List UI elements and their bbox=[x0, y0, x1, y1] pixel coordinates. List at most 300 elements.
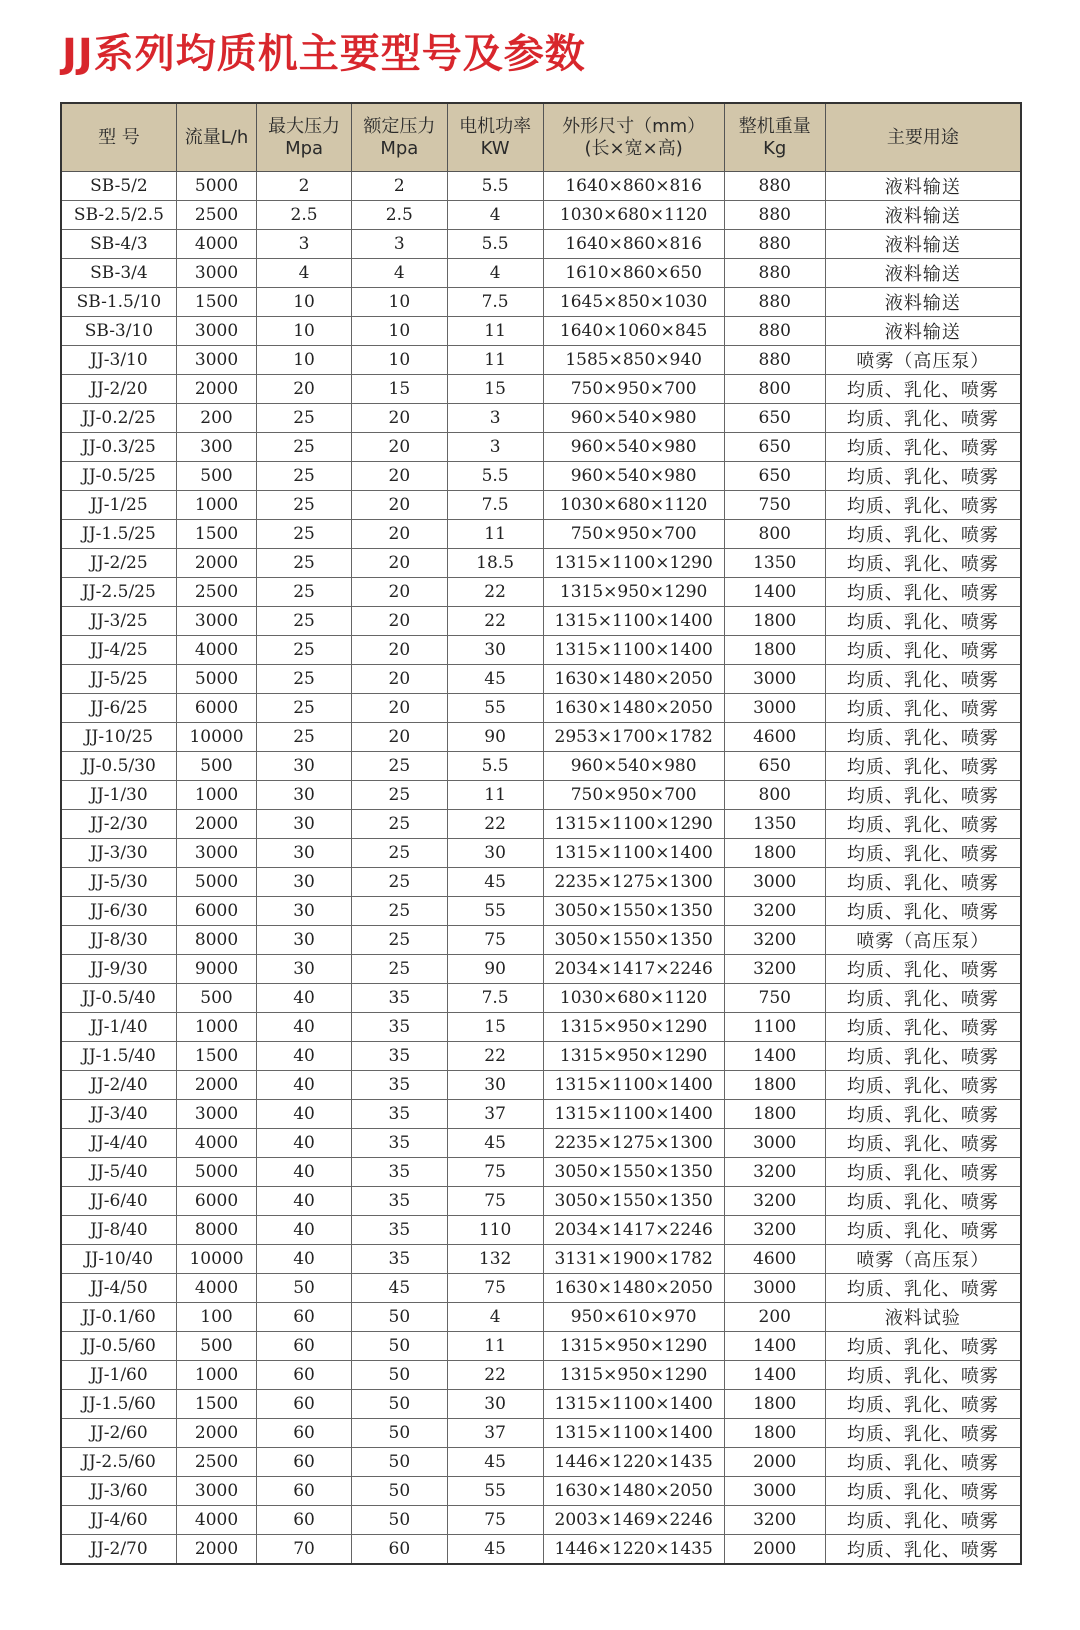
cell-weight: 4600 bbox=[724, 723, 825, 752]
header-weight: 整机重量 Kg bbox=[724, 103, 825, 172]
cell-flow: 10000 bbox=[176, 723, 256, 752]
cell-rated-pressure: 35 bbox=[351, 1216, 447, 1245]
cell-rated-pressure: 50 bbox=[351, 1303, 447, 1332]
cell-rated-pressure: 2.5 bbox=[351, 201, 447, 230]
table-row bbox=[61, 1535, 1021, 1565]
table-row bbox=[61, 1100, 1021, 1129]
table-row bbox=[61, 433, 1021, 462]
cell-model: JJ-2/30 bbox=[61, 810, 176, 839]
cell-dimensions: 1315×1100×1290 bbox=[543, 810, 724, 839]
table-row bbox=[61, 230, 1021, 259]
cell-weight: 3000 bbox=[724, 694, 825, 723]
table-row bbox=[61, 288, 1021, 317]
cell-max-pressure: 40 bbox=[257, 1216, 352, 1245]
cell-model: JJ-2/60 bbox=[61, 1419, 176, 1448]
cell-dimensions: 2003×1469×2246 bbox=[543, 1506, 724, 1535]
cell-flow: 6000 bbox=[176, 897, 256, 926]
cell-flow: 3000 bbox=[176, 839, 256, 868]
cell-dimensions: 960×540×980 bbox=[543, 752, 724, 781]
cell-rated-pressure: 35 bbox=[351, 1013, 447, 1042]
cell-model: JJ-5/30 bbox=[61, 868, 176, 897]
table-row bbox=[61, 549, 1021, 578]
cell-flow: 9000 bbox=[176, 955, 256, 984]
cell-usage: 均质、乳化、喷雾 bbox=[825, 1361, 1021, 1390]
cell-motor-power: 132 bbox=[447, 1245, 543, 1274]
cell-dimensions: 1640×860×816 bbox=[543, 230, 724, 259]
page-title: JJ系列均质机主要型号及参数 bbox=[62, 31, 586, 77]
cell-motor-power: 4 bbox=[447, 1303, 543, 1332]
cell-max-pressure: 40 bbox=[257, 1013, 352, 1042]
cell-dimensions: 750×950×700 bbox=[543, 520, 724, 549]
cell-usage: 均质、乳化、喷雾 bbox=[825, 897, 1021, 926]
cell-dimensions: 750×950×700 bbox=[543, 781, 724, 810]
cell-usage: 均质、乳化、喷雾 bbox=[825, 1506, 1021, 1535]
cell-rated-pressure: 35 bbox=[351, 1129, 447, 1158]
cell-weight: 880 bbox=[724, 230, 825, 259]
cell-usage: 均质、乳化、喷雾 bbox=[825, 839, 1021, 868]
table-row bbox=[61, 1245, 1021, 1274]
table-row bbox=[61, 1158, 1021, 1187]
cell-flow: 2000 bbox=[176, 810, 256, 839]
cell-max-pressure: 4 bbox=[257, 259, 352, 288]
cell-model: JJ-2/70 bbox=[61, 1535, 176, 1565]
cell-dimensions: 3131×1900×1782 bbox=[543, 1245, 724, 1274]
cell-dimensions: 2235×1275×1300 bbox=[543, 868, 724, 897]
cell-dimensions: 1630×1480×2050 bbox=[543, 694, 724, 723]
cell-weight: 1350 bbox=[724, 810, 825, 839]
cell-weight: 1800 bbox=[724, 1071, 825, 1100]
cell-max-pressure: 60 bbox=[257, 1361, 352, 1390]
cell-max-pressure: 25 bbox=[257, 433, 352, 462]
cell-max-pressure: 30 bbox=[257, 926, 352, 955]
cell-weight: 1800 bbox=[724, 1419, 825, 1448]
cell-usage: 均质、乳化、喷雾 bbox=[825, 1274, 1021, 1303]
cell-rated-pressure: 20 bbox=[351, 433, 447, 462]
cell-max-pressure: 30 bbox=[257, 955, 352, 984]
cell-max-pressure: 30 bbox=[257, 897, 352, 926]
cell-model: JJ-1.5/40 bbox=[61, 1042, 176, 1071]
cell-dimensions: 1640×1060×845 bbox=[543, 317, 724, 346]
cell-dimensions: 1630×1480×2050 bbox=[543, 1477, 724, 1506]
header-rated-pressure: 额定压力 Mpa bbox=[351, 103, 447, 172]
cell-model: SB-3/10 bbox=[61, 317, 176, 346]
cell-flow: 2500 bbox=[176, 578, 256, 607]
cell-weight: 2000 bbox=[724, 1448, 825, 1477]
table-row bbox=[61, 1303, 1021, 1332]
table-row bbox=[61, 781, 1021, 810]
cell-max-pressure: 30 bbox=[257, 752, 352, 781]
cell-model: SB-1.5/10 bbox=[61, 288, 176, 317]
cell-model: JJ-2.5/25 bbox=[61, 578, 176, 607]
cell-dimensions: 1446×1220×1435 bbox=[543, 1535, 724, 1565]
cell-motor-power: 55 bbox=[447, 694, 543, 723]
cell-model: JJ-2/25 bbox=[61, 549, 176, 578]
cell-max-pressure: 30 bbox=[257, 781, 352, 810]
cell-usage: 均质、乳化、喷雾 bbox=[825, 549, 1021, 578]
table-row bbox=[61, 259, 1021, 288]
cell-rated-pressure: 20 bbox=[351, 404, 447, 433]
cell-model: JJ-0.5/60 bbox=[61, 1332, 176, 1361]
cell-max-pressure: 60 bbox=[257, 1332, 352, 1361]
cell-max-pressure: 10 bbox=[257, 317, 352, 346]
cell-flow: 8000 bbox=[176, 926, 256, 955]
cell-motor-power: 55 bbox=[447, 1477, 543, 1506]
cell-model: JJ-0.2/25 bbox=[61, 404, 176, 433]
cell-rated-pressure: 20 bbox=[351, 694, 447, 723]
table-row bbox=[61, 346, 1021, 375]
cell-flow: 2000 bbox=[176, 1071, 256, 1100]
cell-motor-power: 37 bbox=[447, 1100, 543, 1129]
cell-rated-pressure: 20 bbox=[351, 491, 447, 520]
cell-max-pressure: 70 bbox=[257, 1535, 352, 1565]
cell-dimensions: 1315×1100×1400 bbox=[543, 1100, 724, 1129]
cell-max-pressure: 60 bbox=[257, 1390, 352, 1419]
cell-rated-pressure: 35 bbox=[351, 1042, 447, 1071]
cell-motor-power: 7.5 bbox=[447, 984, 543, 1013]
cell-usage: 液料输送 bbox=[825, 317, 1021, 346]
cell-model: SB-3/4 bbox=[61, 259, 176, 288]
table-row bbox=[61, 1274, 1021, 1303]
cell-usage: 均质、乳化、喷雾 bbox=[825, 1216, 1021, 1245]
cell-usage: 均质、乳化、喷雾 bbox=[825, 520, 1021, 549]
cell-model: JJ-1/30 bbox=[61, 781, 176, 810]
cell-motor-power: 30 bbox=[447, 636, 543, 665]
cell-weight: 1800 bbox=[724, 1390, 825, 1419]
cell-max-pressure: 40 bbox=[257, 1042, 352, 1071]
cell-model: JJ-4/50 bbox=[61, 1274, 176, 1303]
cell-max-pressure: 40 bbox=[257, 1100, 352, 1129]
cell-flow: 1500 bbox=[176, 1042, 256, 1071]
cell-flow: 2500 bbox=[176, 1448, 256, 1477]
cell-motor-power: 22 bbox=[447, 1361, 543, 1390]
table-row bbox=[61, 926, 1021, 955]
cell-motor-power: 22 bbox=[447, 578, 543, 607]
table-row bbox=[61, 1448, 1021, 1477]
cell-rated-pressure: 20 bbox=[351, 636, 447, 665]
table-row bbox=[61, 1332, 1021, 1361]
cell-weight: 650 bbox=[724, 752, 825, 781]
cell-motor-power: 11 bbox=[447, 317, 543, 346]
cell-model: JJ-0.1/60 bbox=[61, 1303, 176, 1332]
cell-motor-power: 22 bbox=[447, 810, 543, 839]
cell-motor-power: 37 bbox=[447, 1419, 543, 1448]
table-row bbox=[61, 665, 1021, 694]
cell-usage: 液料试验 bbox=[825, 1303, 1021, 1332]
cell-dimensions: 3050×1550×1350 bbox=[543, 1187, 724, 1216]
cell-usage: 均质、乳化、喷雾 bbox=[825, 1448, 1021, 1477]
cell-weight: 750 bbox=[724, 984, 825, 1013]
table-row bbox=[61, 1477, 1021, 1506]
cell-motor-power: 75 bbox=[447, 926, 543, 955]
cell-weight: 3200 bbox=[724, 1158, 825, 1187]
table-row bbox=[61, 607, 1021, 636]
cell-usage: 均质、乳化、喷雾 bbox=[825, 1419, 1021, 1448]
cell-weight: 3200 bbox=[724, 1506, 825, 1535]
cell-motor-power: 4 bbox=[447, 201, 543, 230]
cell-weight: 1100 bbox=[724, 1013, 825, 1042]
cell-motor-power: 30 bbox=[447, 839, 543, 868]
cell-model: JJ-1/60 bbox=[61, 1361, 176, 1390]
cell-dimensions: 2235×1275×1300 bbox=[543, 1129, 724, 1158]
cell-weight: 1400 bbox=[724, 1042, 825, 1071]
cell-weight: 1400 bbox=[724, 1361, 825, 1390]
cell-motor-power: 75 bbox=[447, 1274, 543, 1303]
cell-motor-power: 11 bbox=[447, 346, 543, 375]
cell-dimensions: 1630×1480×2050 bbox=[543, 665, 724, 694]
cell-usage: 均质、乳化、喷雾 bbox=[825, 1332, 1021, 1361]
cell-model: JJ-2.5/60 bbox=[61, 1448, 176, 1477]
cell-model: JJ-6/40 bbox=[61, 1187, 176, 1216]
cell-usage: 均质、乳化、喷雾 bbox=[825, 781, 1021, 810]
table-row bbox=[61, 1013, 1021, 1042]
cell-max-pressure: 40 bbox=[257, 1129, 352, 1158]
cell-dimensions: 3050×1550×1350 bbox=[543, 1158, 724, 1187]
cell-max-pressure: 20 bbox=[257, 375, 352, 404]
cell-rated-pressure: 50 bbox=[351, 1448, 447, 1477]
cell-dimensions: 1640×860×816 bbox=[543, 172, 724, 201]
cell-model: JJ-10/25 bbox=[61, 723, 176, 752]
cell-flow: 2000 bbox=[176, 375, 256, 404]
cell-max-pressure: 25 bbox=[257, 665, 352, 694]
cell-dimensions: 960×540×980 bbox=[543, 404, 724, 433]
table-row bbox=[61, 375, 1021, 404]
cell-usage: 液料输送 bbox=[825, 288, 1021, 317]
cell-dimensions: 1610×860×650 bbox=[543, 259, 724, 288]
cell-max-pressure: 25 bbox=[257, 549, 352, 578]
cell-usage: 均质、乳化、喷雾 bbox=[825, 868, 1021, 897]
cell-weight: 3200 bbox=[724, 1187, 825, 1216]
table-row bbox=[61, 752, 1021, 781]
table-row bbox=[61, 694, 1021, 723]
cell-dimensions: 1315×1100×1400 bbox=[543, 1071, 724, 1100]
cell-max-pressure: 25 bbox=[257, 578, 352, 607]
cell-dimensions: 1315×1100×1400 bbox=[543, 636, 724, 665]
cell-flow: 1000 bbox=[176, 1361, 256, 1390]
cell-rated-pressure: 35 bbox=[351, 1158, 447, 1187]
cell-model: SB-5/2 bbox=[61, 172, 176, 201]
cell-weight: 880 bbox=[724, 317, 825, 346]
table-row bbox=[61, 1419, 1021, 1448]
cell-flow: 2000 bbox=[176, 549, 256, 578]
cell-flow: 3000 bbox=[176, 1100, 256, 1129]
cell-weight: 880 bbox=[724, 288, 825, 317]
cell-max-pressure: 2.5 bbox=[257, 201, 352, 230]
cell-motor-power: 45 bbox=[447, 665, 543, 694]
cell-motor-power: 75 bbox=[447, 1187, 543, 1216]
cell-max-pressure: 60 bbox=[257, 1303, 352, 1332]
cell-flow: 3000 bbox=[176, 317, 256, 346]
header-max-pressure: 最大压力 Mpa bbox=[257, 103, 352, 172]
cell-usage: 喷雾（高压泵） bbox=[825, 1245, 1021, 1274]
cell-flow: 1500 bbox=[176, 1390, 256, 1419]
cell-flow: 5000 bbox=[176, 665, 256, 694]
cell-usage: 液料输送 bbox=[825, 172, 1021, 201]
cell-dimensions: 960×540×980 bbox=[543, 462, 724, 491]
cell-rated-pressure: 10 bbox=[351, 317, 447, 346]
table-row bbox=[61, 491, 1021, 520]
cell-dimensions: 1630×1480×2050 bbox=[543, 1274, 724, 1303]
cell-flow: 4000 bbox=[176, 1129, 256, 1158]
table-row bbox=[61, 810, 1021, 839]
cell-dimensions: 1315×1100×1400 bbox=[543, 607, 724, 636]
cell-weight: 1800 bbox=[724, 1100, 825, 1129]
cell-max-pressure: 25 bbox=[257, 694, 352, 723]
cell-weight: 1800 bbox=[724, 607, 825, 636]
cell-flow: 300 bbox=[176, 433, 256, 462]
cell-usage: 液料输送 bbox=[825, 230, 1021, 259]
table-row bbox=[61, 404, 1021, 433]
cell-motor-power: 22 bbox=[447, 607, 543, 636]
cell-model: JJ-9/30 bbox=[61, 955, 176, 984]
cell-motor-power: 30 bbox=[447, 1071, 543, 1100]
cell-max-pressure: 25 bbox=[257, 404, 352, 433]
cell-flow: 4000 bbox=[176, 230, 256, 259]
table-row bbox=[61, 897, 1021, 926]
cell-weight: 650 bbox=[724, 433, 825, 462]
cell-rated-pressure: 35 bbox=[351, 1071, 447, 1100]
cell-max-pressure: 40 bbox=[257, 1158, 352, 1187]
cell-rated-pressure: 20 bbox=[351, 520, 447, 549]
cell-model: JJ-5/40 bbox=[61, 1158, 176, 1187]
cell-usage: 喷雾（高压泵） bbox=[825, 346, 1021, 375]
cell-dimensions: 3050×1550×1350 bbox=[543, 897, 724, 926]
cell-dimensions: 1030×680×1120 bbox=[543, 491, 724, 520]
table-row bbox=[61, 578, 1021, 607]
table-row bbox=[61, 1390, 1021, 1419]
table-row bbox=[61, 1506, 1021, 1535]
cell-motor-power: 45 bbox=[447, 1448, 543, 1477]
cell-max-pressure: 60 bbox=[257, 1419, 352, 1448]
cell-dimensions: 1315×950×1290 bbox=[543, 1332, 724, 1361]
cell-rated-pressure: 50 bbox=[351, 1506, 447, 1535]
cell-flow: 500 bbox=[176, 1332, 256, 1361]
cell-usage: 均质、乳化、喷雾 bbox=[825, 1187, 1021, 1216]
cell-flow: 6000 bbox=[176, 1187, 256, 1216]
cell-max-pressure: 3 bbox=[257, 230, 352, 259]
table-row bbox=[61, 462, 1021, 491]
cell-weight: 3000 bbox=[724, 1129, 825, 1158]
cell-usage: 均质、乳化、喷雾 bbox=[825, 752, 1021, 781]
cell-motor-power: 90 bbox=[447, 955, 543, 984]
cell-usage: 均质、乳化、喷雾 bbox=[825, 1042, 1021, 1071]
cell-model: JJ-0.5/40 bbox=[61, 984, 176, 1013]
cell-model: SB-2.5/2.5 bbox=[61, 201, 176, 230]
cell-dimensions: 1030×680×1120 bbox=[543, 201, 724, 230]
cell-motor-power: 45 bbox=[447, 1129, 543, 1158]
cell-model: JJ-3/60 bbox=[61, 1477, 176, 1506]
cell-model: JJ-4/60 bbox=[61, 1506, 176, 1535]
cell-weight: 800 bbox=[724, 781, 825, 810]
cell-weight: 4600 bbox=[724, 1245, 825, 1274]
cell-dimensions: 1315×1100×1400 bbox=[543, 839, 724, 868]
header-flow: 流量L/h bbox=[176, 103, 256, 172]
cell-weight: 1400 bbox=[724, 578, 825, 607]
cell-weight: 3200 bbox=[724, 897, 825, 926]
cell-rated-pressure: 4 bbox=[351, 259, 447, 288]
cell-dimensions: 1315×950×1290 bbox=[543, 1361, 724, 1390]
cell-rated-pressure: 25 bbox=[351, 897, 447, 926]
cell-usage: 均质、乳化、喷雾 bbox=[825, 1390, 1021, 1419]
cell-flow: 2000 bbox=[176, 1419, 256, 1448]
table-row bbox=[61, 1129, 1021, 1158]
cell-weight: 3000 bbox=[724, 868, 825, 897]
cell-model: JJ-6/30 bbox=[61, 897, 176, 926]
cell-motor-power: 55 bbox=[447, 897, 543, 926]
cell-dimensions: 1315×1100×1290 bbox=[543, 549, 724, 578]
cell-usage: 液料输送 bbox=[825, 201, 1021, 230]
cell-rated-pressure: 50 bbox=[351, 1477, 447, 1506]
cell-dimensions: 2034×1417×2246 bbox=[543, 955, 724, 984]
cell-weight: 2000 bbox=[724, 1535, 825, 1565]
cell-usage: 均质、乳化、喷雾 bbox=[825, 607, 1021, 636]
table-row bbox=[61, 1187, 1021, 1216]
cell-rated-pressure: 50 bbox=[351, 1390, 447, 1419]
cell-flow: 4000 bbox=[176, 636, 256, 665]
cell-motor-power: 30 bbox=[447, 1390, 543, 1419]
cell-weight: 3000 bbox=[724, 1477, 825, 1506]
cell-rated-pressure: 50 bbox=[351, 1332, 447, 1361]
cell-max-pressure: 60 bbox=[257, 1506, 352, 1535]
cell-model: JJ-0.5/30 bbox=[61, 752, 176, 781]
cell-usage: 均质、乳化、喷雾 bbox=[825, 810, 1021, 839]
cell-rated-pressure: 35 bbox=[351, 984, 447, 1013]
cell-max-pressure: 30 bbox=[257, 810, 352, 839]
cell-flow: 5000 bbox=[176, 868, 256, 897]
cell-dimensions: 950×610×970 bbox=[543, 1303, 724, 1332]
cell-model: JJ-0.3/25 bbox=[61, 433, 176, 462]
cell-weight: 3200 bbox=[724, 955, 825, 984]
cell-motor-power: 3 bbox=[447, 433, 543, 462]
cell-rated-pressure: 35 bbox=[351, 1187, 447, 1216]
cell-flow: 1000 bbox=[176, 491, 256, 520]
cell-dimensions: 1315×1100×1400 bbox=[543, 1419, 724, 1448]
cell-max-pressure: 40 bbox=[257, 1245, 352, 1274]
cell-max-pressure: 50 bbox=[257, 1274, 352, 1303]
cell-model: JJ-2/20 bbox=[61, 375, 176, 404]
cell-dimensions: 2034×1417×2246 bbox=[543, 1216, 724, 1245]
cell-model: JJ-5/25 bbox=[61, 665, 176, 694]
cell-flow: 6000 bbox=[176, 694, 256, 723]
cell-flow: 2000 bbox=[176, 1535, 256, 1565]
cell-dimensions: 1315×950×1290 bbox=[543, 1013, 724, 1042]
cell-dimensions: 1645×850×1030 bbox=[543, 288, 724, 317]
cell-max-pressure: 40 bbox=[257, 984, 352, 1013]
cell-flow: 500 bbox=[176, 752, 256, 781]
cell-flow: 100 bbox=[176, 1303, 256, 1332]
cell-motor-power: 5.5 bbox=[447, 462, 543, 491]
cell-dimensions: 1030×680×1120 bbox=[543, 984, 724, 1013]
cell-model: JJ-2/40 bbox=[61, 1071, 176, 1100]
cell-weight: 650 bbox=[724, 462, 825, 491]
cell-motor-power: 22 bbox=[447, 1042, 543, 1071]
cell-weight: 800 bbox=[724, 375, 825, 404]
cell-usage: 均质、乳化、喷雾 bbox=[825, 1158, 1021, 1187]
header-dimensions: 外形尺寸（mm） (长×宽×高) bbox=[543, 103, 724, 172]
table-row bbox=[61, 868, 1021, 897]
cell-max-pressure: 30 bbox=[257, 868, 352, 897]
cell-model: JJ-1.5/60 bbox=[61, 1390, 176, 1419]
cell-rated-pressure: 50 bbox=[351, 1419, 447, 1448]
cell-model: JJ-10/40 bbox=[61, 1245, 176, 1274]
table-row bbox=[61, 984, 1021, 1013]
cell-weight: 3000 bbox=[724, 665, 825, 694]
cell-rated-pressure: 20 bbox=[351, 665, 447, 694]
cell-usage: 液料输送 bbox=[825, 259, 1021, 288]
cell-usage: 均质、乳化、喷雾 bbox=[825, 723, 1021, 752]
cell-flow: 3000 bbox=[176, 607, 256, 636]
cell-weight: 3200 bbox=[724, 926, 825, 955]
cell-flow: 3000 bbox=[176, 346, 256, 375]
